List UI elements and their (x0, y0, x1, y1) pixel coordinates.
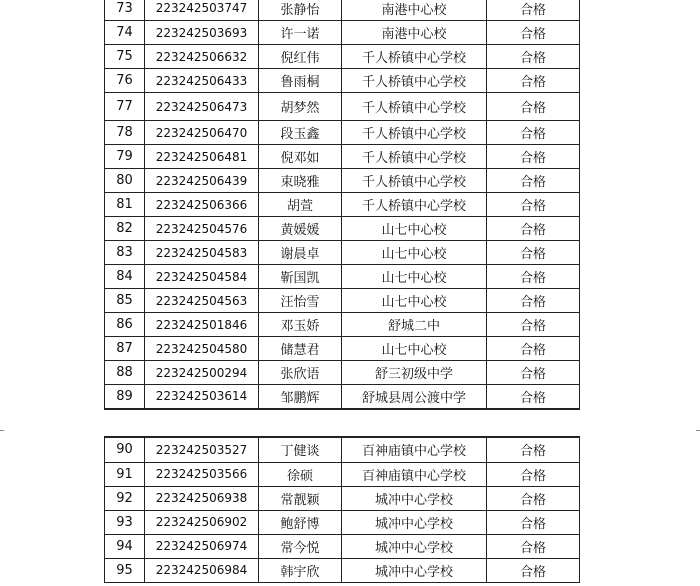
row-number-cell: 90 (105, 437, 145, 462)
table-row (105, 121, 580, 145)
table-row (105, 385, 580, 409)
table-row (105, 289, 580, 313)
candidate-id-cell: 223242506473 (145, 93, 259, 121)
school-name-cell: 舒城二中 (342, 313, 487, 337)
candidate-name-cell: 邹鹏辉 (259, 385, 342, 409)
candidate-id-cell: 223242504583 (145, 241, 259, 265)
row-number-cell: 87 (105, 337, 145, 361)
table-row (105, 337, 580, 361)
table-row (105, 169, 580, 193)
candidate-name-cell: 黄媛媛 (259, 217, 342, 241)
candidate-id-cell: 223242500294 (145, 361, 259, 385)
candidate-name-cell: 韩宇欣 (259, 558, 342, 582)
row-number-cell: 93 (105, 510, 145, 534)
candidate-id-cell: 223242506984 (145, 558, 259, 582)
candidate-id-cell: 223242506902 (145, 510, 259, 534)
candidate-id-cell: 223242503566 (145, 462, 259, 486)
result-cell: 合格 (487, 217, 580, 241)
candidate-name-cell: 谢晨卓 (259, 241, 342, 265)
table-row (105, 510, 580, 534)
row-number-cell: 84 (105, 265, 145, 289)
candidate-id-cell: 223242503614 (145, 385, 259, 409)
table-row (105, 265, 580, 289)
row-number-cell: 83 (105, 241, 145, 265)
row-number-cell: 75 (105, 45, 145, 69)
result-cell: 合格 (487, 241, 580, 265)
candidate-id-cell: 223242504584 (145, 265, 259, 289)
result-cell: 合格 (487, 510, 580, 534)
result-cell: 合格 (487, 169, 580, 193)
school-name-cell: 城冲中心学校 (342, 486, 487, 510)
row-number-cell: 78 (105, 121, 145, 145)
school-name-cell: 城冲中心学校 (342, 558, 487, 582)
result-cell: 合格 (487, 337, 580, 361)
table-row (105, 193, 580, 217)
table-row (105, 217, 580, 241)
table-row (105, 437, 580, 462)
row-number-cell: 73 (105, 0, 145, 21)
school-name-cell: 山七中心校 (342, 265, 487, 289)
school-name-cell: 南港中心校 (342, 21, 487, 45)
table-row (105, 145, 580, 169)
result-cell: 合格 (487, 21, 580, 45)
table-row (105, 241, 580, 265)
result-cell: 合格 (487, 361, 580, 385)
candidate-id-cell: 223242503527 (145, 437, 259, 462)
candidate-name-cell: 胡萱 (259, 193, 342, 217)
row-number-cell: 79 (105, 145, 145, 169)
school-name-cell: 千人桥镇中心学校 (342, 69, 487, 93)
table-row (105, 93, 580, 121)
result-cell: 合格 (487, 145, 580, 169)
result-cell: 合格 (487, 193, 580, 217)
school-name-cell: 舒三初级中学 (342, 361, 487, 385)
result-cell: 合格 (487, 265, 580, 289)
candidate-id-cell: 223242504563 (145, 289, 259, 313)
result-cell: 合格 (487, 313, 580, 337)
candidate-name-cell: 汪怡雪 (259, 289, 342, 313)
result-cell: 合格 (487, 534, 580, 558)
table-row (105, 558, 580, 582)
candidate-name-cell: 徐硕 (259, 462, 342, 486)
row-number-cell: 86 (105, 313, 145, 337)
school-name-cell: 山七中心校 (342, 337, 487, 361)
table-row (105, 0, 580, 21)
row-number-cell: 81 (105, 193, 145, 217)
result-cell: 合格 (487, 462, 580, 486)
result-cell: 合格 (487, 385, 580, 409)
candidate-name-cell: 靳国凯 (259, 265, 342, 289)
row-number-cell: 95 (105, 558, 145, 582)
results-table-bottom (104, 436, 580, 583)
row-number-cell: 80 (105, 169, 145, 193)
candidate-name-cell: 丁健谈 (259, 437, 342, 462)
row-number-cell: 74 (105, 21, 145, 45)
table-row (105, 486, 580, 510)
candidate-name-cell: 倪红伟 (259, 45, 342, 69)
row-number-cell: 92 (105, 486, 145, 510)
row-number-cell: 82 (105, 217, 145, 241)
school-name-cell: 千人桥镇中心学校 (342, 145, 487, 169)
row-number-cell: 77 (105, 93, 145, 121)
school-name-cell: 千人桥镇中心学校 (342, 93, 487, 121)
candidate-name-cell: 张欣语 (259, 361, 342, 385)
candidate-id-cell: 223242503693 (145, 21, 259, 45)
row-number-cell: 88 (105, 361, 145, 385)
candidate-id-cell: 223242506439 (145, 169, 259, 193)
result-cell: 合格 (487, 558, 580, 582)
table-row (105, 534, 580, 558)
table-row (105, 462, 580, 486)
table-row (105, 313, 580, 337)
result-cell: 合格 (487, 437, 580, 462)
table-row (105, 361, 580, 385)
candidate-name-cell: 邓玉娇 (259, 313, 342, 337)
candidate-id-cell: 223242504576 (145, 217, 259, 241)
candidate-id-cell: 223242506433 (145, 69, 259, 93)
candidate-name-cell: 胡梦然 (259, 93, 342, 121)
result-cell: 合格 (487, 121, 580, 145)
school-name-cell: 山七中心校 (342, 289, 487, 313)
result-cell: 合格 (487, 93, 580, 121)
school-name-cell: 千人桥镇中心学校 (342, 121, 487, 145)
candidate-name-cell: 常靓颖 (259, 486, 342, 510)
candidate-id-cell: 223242504580 (145, 337, 259, 361)
candidate-id-cell: 223242506938 (145, 486, 259, 510)
candidate-id-cell: 223242506974 (145, 534, 259, 558)
table-row (105, 69, 580, 93)
table-row (105, 45, 580, 69)
candidate-id-cell: 223242506481 (145, 145, 259, 169)
candidate-name-cell: 许一诺 (259, 21, 342, 45)
school-name-cell: 城冲中心学校 (342, 510, 487, 534)
result-cell: 合格 (487, 0, 580, 21)
school-name-cell: 山七中心校 (342, 241, 487, 265)
school-name-cell: 山七中心校 (342, 217, 487, 241)
row-number-cell: 89 (105, 385, 145, 409)
row-number-cell: 85 (105, 289, 145, 313)
candidate-name-cell: 鲁雨桐 (259, 69, 342, 93)
candidate-id-cell: 223242506366 (145, 193, 259, 217)
table-row (105, 21, 580, 45)
candidate-name-cell: 倪邓如 (259, 145, 342, 169)
candidate-id-cell: 223242506632 (145, 45, 259, 69)
row-number-cell: 94 (105, 534, 145, 558)
candidate-id-cell: 223242506470 (145, 121, 259, 145)
candidate-name-cell: 鲍舒博 (259, 510, 342, 534)
school-name-cell: 城冲中心学校 (342, 534, 487, 558)
page-break-marker-left (0, 430, 4, 431)
candidate-name-cell: 束晓雅 (259, 169, 342, 193)
row-number-cell: 91 (105, 462, 145, 486)
school-name-cell: 千人桥镇中心学校 (342, 45, 487, 69)
results-table-top (104, 0, 580, 410)
result-cell: 合格 (487, 486, 580, 510)
result-cell: 合格 (487, 289, 580, 313)
candidate-name-cell: 储慧君 (259, 337, 342, 361)
school-name-cell: 千人桥镇中心学校 (342, 193, 487, 217)
school-name-cell: 千人桥镇中心学校 (342, 169, 487, 193)
row-number-cell: 76 (105, 69, 145, 93)
candidate-name-cell: 段玉鑫 (259, 121, 342, 145)
result-cell: 合格 (487, 45, 580, 69)
result-cell: 合格 (487, 69, 580, 93)
candidate-name-cell: 常今悦 (259, 534, 342, 558)
candidate-id-cell: 223242501846 (145, 313, 259, 337)
candidate-id-cell: 223242503747 (145, 0, 259, 21)
school-name-cell: 舒城县周公渡中学 (342, 385, 487, 409)
candidate-name-cell: 张静怡 (259, 0, 342, 21)
school-name-cell: 百神庙镇中心学校 (342, 462, 487, 486)
school-name-cell: 百神庙镇中心学校 (342, 437, 487, 462)
page-break-marker-right (696, 430, 700, 431)
school-name-cell: 南港中心校 (342, 0, 487, 21)
